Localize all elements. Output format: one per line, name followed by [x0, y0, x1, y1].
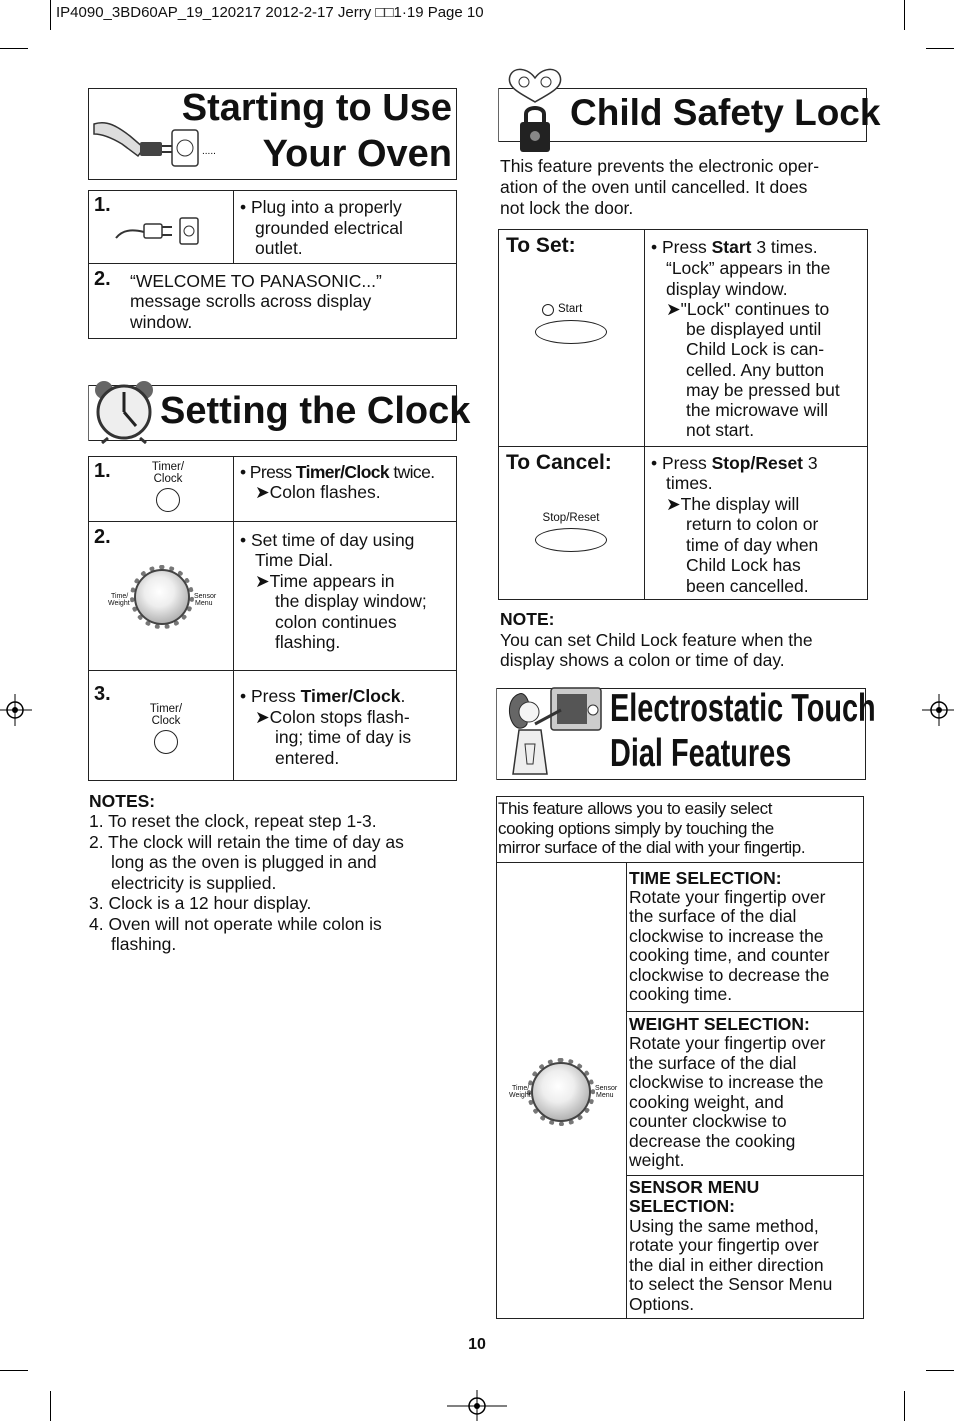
notes-title: NOTES: [89, 791, 156, 811]
alarm-clock-icon [90, 376, 158, 444]
time-dial[interactable] [134, 569, 190, 625]
electro-title-line1: Electrostatic Touch [610, 687, 876, 730]
child-title: Child Safety Lock [570, 92, 881, 133]
woman-touching-oven-icon [505, 684, 605, 780]
crop-mark [904, 1391, 905, 1421]
crop-mark [0, 1370, 28, 1371]
step-number: 1. [94, 194, 111, 216]
starting-title-line1: Starting to Use [181, 87, 452, 129]
svg-text:.....: ..... [202, 146, 216, 157]
weight-selection-title: WEIGHT SELECTION: [629, 1014, 810, 1034]
padlock-icon [502, 66, 568, 156]
page-number: 10 [468, 1336, 486, 1353]
crop-mark [904, 0, 905, 30]
registration-mark-icon [0, 694, 32, 726]
crop-mark [0, 48, 28, 49]
registration-mark-icon [447, 1390, 507, 1421]
step-number: 2. [94, 268, 111, 290]
stop-reset-button[interactable] [535, 528, 607, 552]
crop-mark [926, 48, 954, 49]
crop-mark [50, 1391, 51, 1421]
timer-clock-button[interactable] [156, 488, 180, 512]
to-cancel-label: To Cancel: [506, 451, 612, 474]
time-selection-title: TIME SELECTION: [629, 868, 782, 888]
starting-title-line2: Your Oven [262, 133, 452, 175]
note-title: NOTE: [500, 609, 555, 629]
start-button[interactable] [535, 320, 607, 344]
file-header: IP4090_3BD60AP_19_120217 2012-2-17 Jerry □□1·19 Page 10 [56, 4, 484, 21]
sensor-selection-title: SENSOR MENU [629, 1177, 760, 1197]
plug-outlet-icon [114, 214, 206, 246]
timer-clock-button[interactable] [154, 730, 178, 754]
to-set-label: To Set: [506, 234, 576, 257]
registration-mark-icon [922, 694, 954, 726]
crop-mark [926, 1370, 954, 1371]
clock-title: Setting the Clock [160, 390, 471, 432]
electro-title-line2: Dial Features [610, 732, 792, 775]
crop-mark [50, 0, 51, 30]
touch-dial[interactable] [531, 1062, 591, 1122]
